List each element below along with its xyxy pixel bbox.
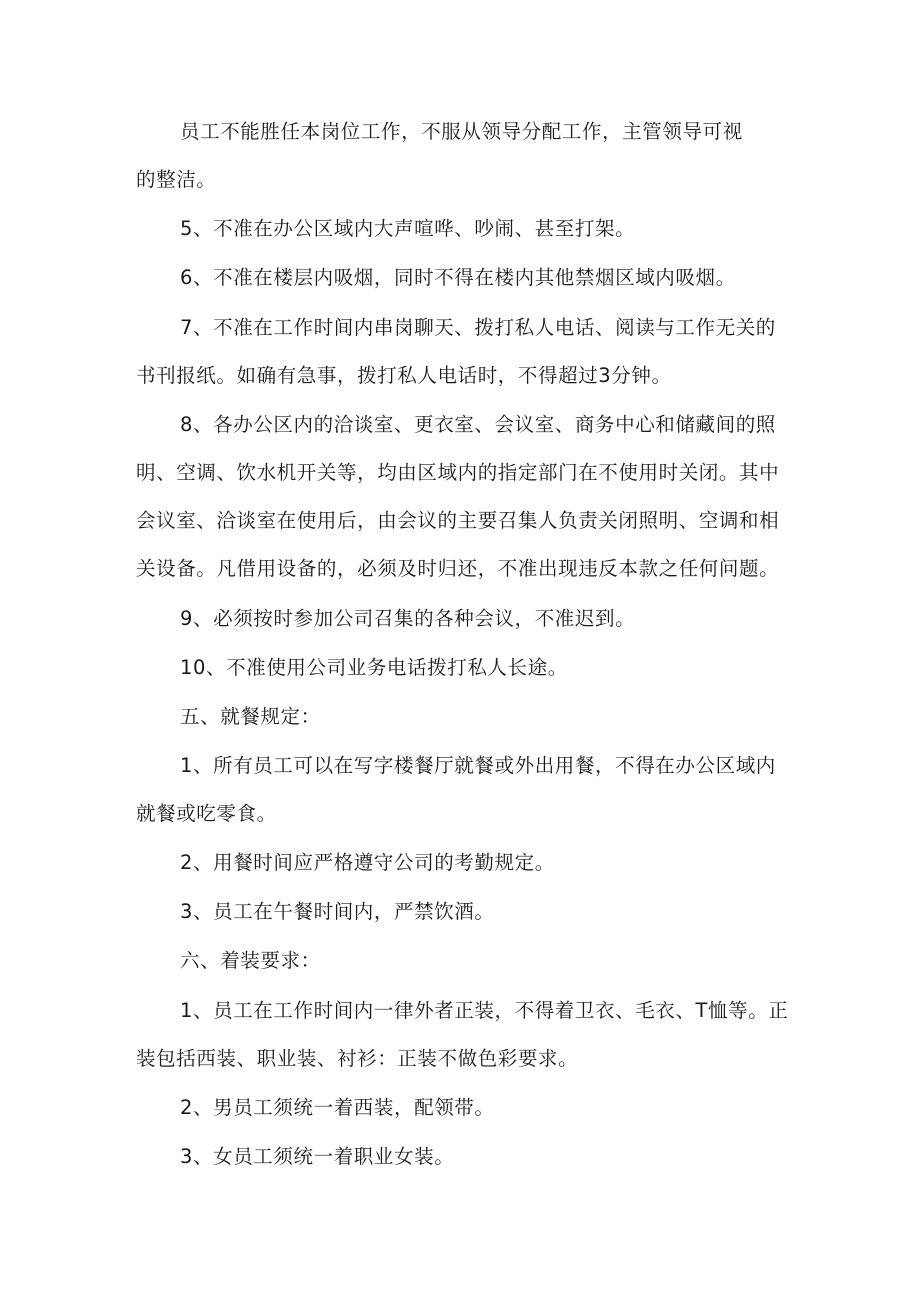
text-line: 6、不准在楼层内吸烟，同时不得在楼内其他禁烟区域内吸烟。 (180, 266, 736, 289)
section-heading: 六、着装要求： (180, 949, 321, 972)
text-line: 会议室、洽谈室在使用后，由会议的主要召集人负责关闭照明、空调和相 (136, 509, 780, 532)
text-line: 3、女员工须统一着职业女装。 (180, 1145, 455, 1168)
text-line: 明、空调、饮水机开关等，均由区域内的指定部门在不使用时关闭。其中 (136, 461, 780, 484)
text-line: 1、员工在工作时间内一律外者正装，不得着卫衣、毛衣、T恤等。正 (180, 999, 789, 1022)
text-line: 5、不准在办公区域内大声喧哗、吵闹、甚至打架。 (180, 217, 636, 240)
text-line: 8、各办公区内的洽谈室、更衣室、会议室、商务中心和储藏间的照 (180, 413, 776, 436)
text-line: 9、必须按时参加公司召集的各种会议，不准迟到。 (180, 607, 636, 630)
text-line: 3、员工在午餐时间内，严禁饮酒。 (180, 900, 495, 923)
text-line: 关设备。凡借用设备的，必须及时归还，不准出现违反本款之任何问题。 (136, 557, 780, 580)
text-line: 员工不能胜任本岗位工作，不服从领导分配工作，主管领导可视 (180, 120, 743, 143)
text-line: 书刊报纸。如确有急事，拨打私人电话时，不得超过3分钟。 (136, 364, 672, 387)
text-line: 2、用餐时间应严格遵守公司的考勤规定。 (180, 851, 555, 874)
text-line: 装包括西装、职业装、衬衫：正装不做色彩要求。 (136, 1047, 579, 1070)
text-line: 10、不准使用公司业务电话拨打私人长途。 (180, 656, 568, 679)
section-heading: 五、就餐规定： (180, 705, 321, 728)
text-line: 1、所有员工可以在写字楼餐厅就餐或外出用餐，不得在办公区域内 (180, 754, 776, 777)
text-line: 的整洁。 (136, 168, 217, 191)
text-line: 就餐或吃零食。 (136, 802, 277, 825)
text-line: 2、男员工须统一着西装，配领带。 (180, 1096, 495, 1119)
text-line: 7、不准在工作时间内串岗聊天、拨打私人电话、阅读与工作无关的 (180, 316, 776, 339)
